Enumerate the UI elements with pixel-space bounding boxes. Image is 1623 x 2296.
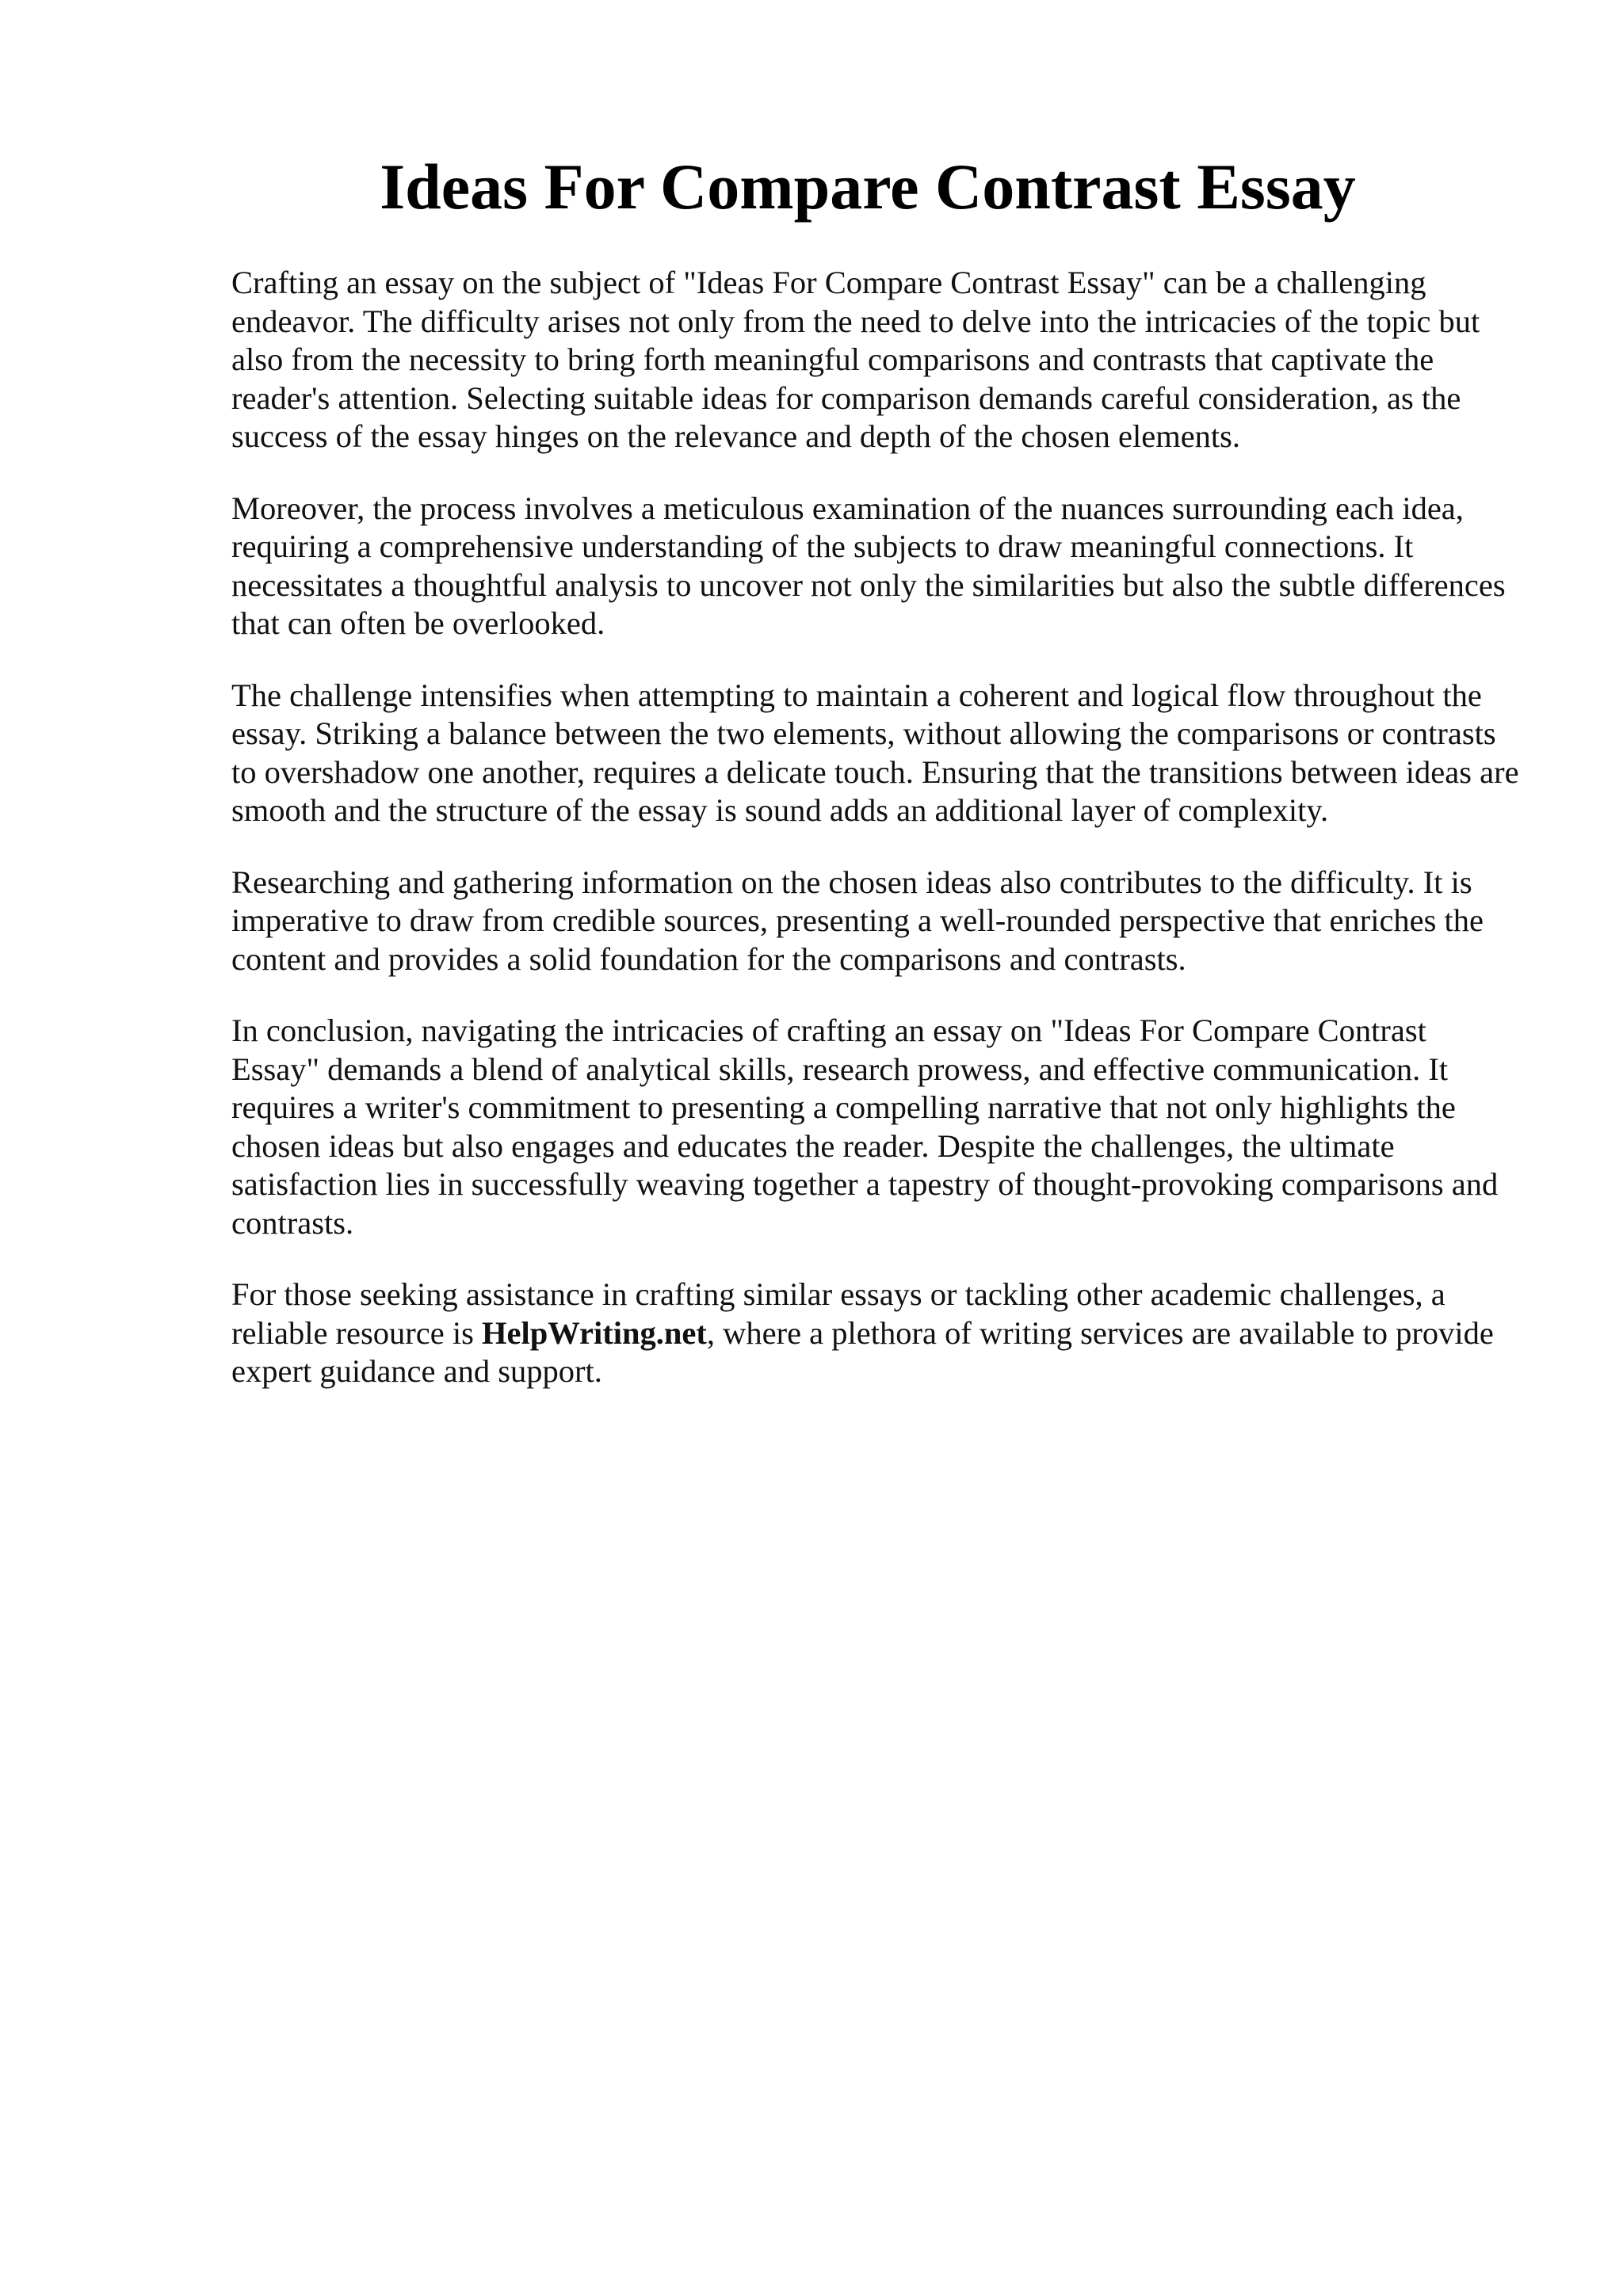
- brand-name: HelpWriting.net: [481, 1314, 707, 1351]
- closing-text-before: For those seeking assistance in crafting similar essays or tackling other academic challenges, a reliable resource is: [231, 1276, 1445, 1351]
- paragraph-research: Researching and gathering information on the chosen ideas also contributes to the difficulty. It is imperative to draw from credible sources, presenting a well-rounded perspective that enriches the content and provides a solid foundation for the comparisons and contrasts.: [231, 864, 1484, 977]
- paragraph-intro: Crafting an essay on the subject of "Ideas For Compare Contrast Essay" can be a challenging endeavor. The difficulty arises not only from the need to delve into the intricacies of the topic but also from the necessity to bring forth meaningful comparisons and contrasts that captivate the reader's attention. Selecting suitable ideas for comparison demands careful consideration, as the success of the essay hinges on the relevance and depth of the chosen elements.: [231, 265, 1480, 454]
- paragraph-closing: [231, 1276, 1519, 1391]
- paragraph-process: Moreover, the process involves a meticulous examination of the nuances surrounding each idea, requiring a comprehensive understanding of the subjects to draw meaningful connections. It necessitates a thoughtful analysis to uncover not only the similarities but also the subtle differences that can often be overlooked.: [231, 490, 1506, 641]
- document-body: [231, 264, 1519, 1425]
- document-title: Ideas For Compare Contrast Essay: [380, 151, 1356, 223]
- paragraph-challenge: The challenge intensifies when attempting to maintain a coherent and logical flow throughout the essay. Striking a balance between the two elements, without allowing the comparisons or contrasts to overshadow one another, requires a delicate touch. Ensuring that the transitions between ideas are smooth and the structure of the essay is sound adds an additional layer of complexity.: [231, 677, 1519, 828]
- paragraph-conclusion: In conclusion, navigating the intricacies of crafting an essay on "Ideas For Compare Contrast Essay" demands a blend of analytical skills, research prowess, and effective communication. It requires a writer's commitment to presenting a compelling narrative that not only highlights the chosen ideas but also engages and educates the reader. Despite the challenges, the ultimate satisfaction lies in successfully weaving together a tapestry of thought-provoking comparisons and contrasts.: [231, 1013, 1499, 1241]
- closing-text-after: , where a plethora of writing services are available to provide expert guidance and support.: [231, 1314, 1494, 1389]
